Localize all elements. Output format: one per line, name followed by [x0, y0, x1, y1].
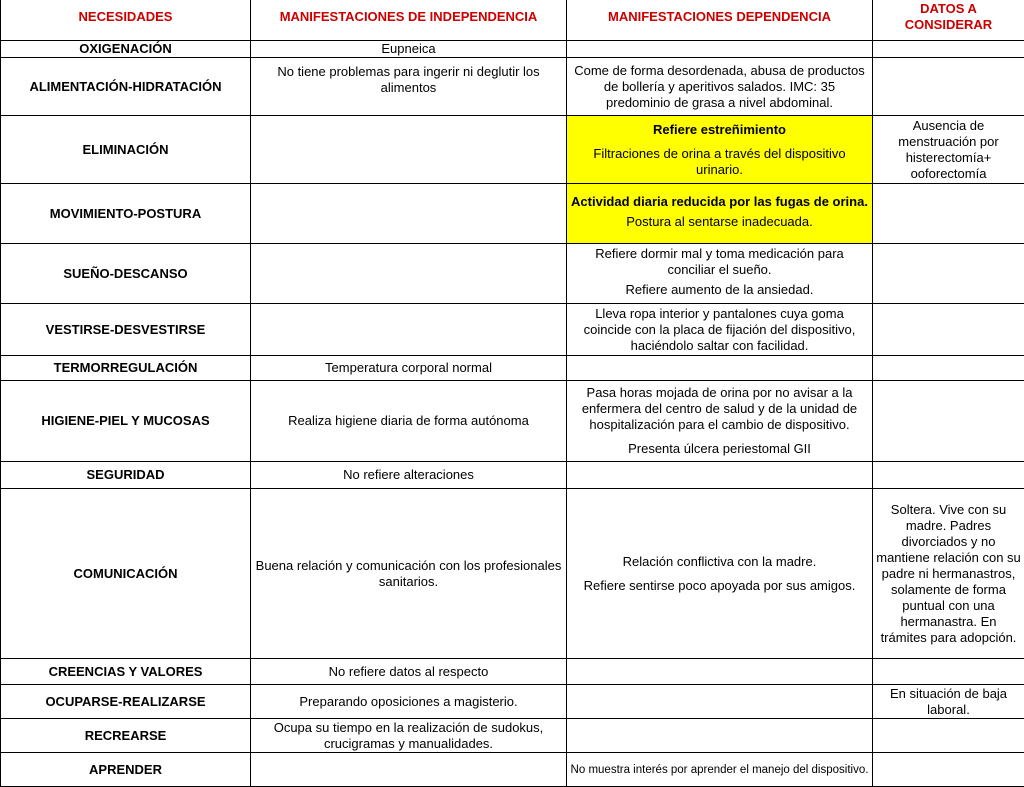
- dependencia-cell: [567, 462, 873, 489]
- need-cell: OXIGENACIÓN: [1, 41, 251, 58]
- dependencia-line: Refiere estreñimiento: [570, 122, 869, 138]
- datos-cell: [873, 381, 1024, 462]
- dependencia-cell: Lleva ropa interior y pantalones cuya goma coincide con la placa de fijación del dispositivo, haciéndolo saltar con facilidad.: [567, 304, 873, 356]
- dependencia-cell: [567, 719, 873, 753]
- independencia-cell: Preparando oposiciones a magisterio.: [251, 685, 567, 719]
- datos-cell: [873, 719, 1024, 753]
- row-ocuparse: [1, 685, 1024, 719]
- dependencia-cell: No muestra interés por aprender el manejo del dispositivo.: [567, 753, 873, 787]
- independencia-cell: Ocupa su tiempo en la realización de sudokus, crucigramas y manualidades.: [251, 719, 567, 753]
- dependencia-line: Refiere sentirse poco apoyada por sus amigos.: [570, 578, 869, 594]
- independencia-cell: Realiza higiene diaria de forma autónoma: [251, 381, 567, 462]
- dependencia-cell: [567, 381, 873, 462]
- need-cell: ALIMENTACIÓN-HIDRATACIÓN: [1, 58, 251, 116]
- row-termorregulacion: [1, 356, 1024, 381]
- row-comunicacion: [1, 489, 1024, 659]
- row-eliminacion: [1, 116, 1024, 184]
- row-creencias: [1, 659, 1024, 685]
- dependencia-line: Presenta úlcera periestomal GII: [570, 441, 869, 457]
- need-cell: HIGIENE-PIEL Y MUCOSAS: [1, 381, 251, 462]
- header-necesidades: NECESIDADES: [1, 0, 251, 41]
- header-independencia: MANIFESTACIONES DE INDEPENDENCIA: [251, 0, 567, 41]
- datos-cell: Ausencia de menstruación por histerectomía+ ooforectomía: [873, 116, 1024, 184]
- independencia-cell: Eupneica: [251, 41, 567, 58]
- header-dependencia: MANIFESTACIONES DEPENDENCIA: [567, 0, 873, 41]
- row-sueno: [1, 244, 1024, 304]
- datos-cell: En situación de baja laboral.: [873, 685, 1024, 719]
- dependencia-line: Refiere dormir mal y toma medicación para conciliar el sueño.: [570, 246, 869, 278]
- need-cell: CREENCIAS Y VALORES: [1, 659, 251, 685]
- dependencia-cell: [567, 489, 873, 659]
- dependencia-cell: Come de forma desordenada, abusa de productos de bollería y aperitivos salados. IMC: 35 predominio de grasa a nivel abdominal.: [567, 58, 873, 116]
- row-oxigenacion: [1, 41, 1024, 58]
- header-row: [1, 0, 1024, 41]
- datos-cell: [873, 58, 1024, 116]
- independencia-cell: Buena relación y comunicación con los profesionales sanitarios.: [251, 489, 567, 659]
- datos-cell: [873, 304, 1024, 356]
- independencia-cell: No refiere datos al respecto: [251, 659, 567, 685]
- need-cell: SUEÑO-DESCANSO: [1, 244, 251, 304]
- independencia-cell: [251, 184, 567, 244]
- dependencia-line: Pasa horas mojada de orina por no avisar a la enfermera del centro de salud y de la unidad de hospitalización para el cambio de dispositivo.: [570, 385, 869, 433]
- datos-cell: [873, 462, 1024, 489]
- datos-cell: [873, 244, 1024, 304]
- independencia-cell: [251, 244, 567, 304]
- datos-cell: [873, 41, 1024, 58]
- independencia-cell: Temperatura corporal normal: [251, 356, 567, 381]
- dependencia-cell: [567, 685, 873, 719]
- row-higiene: [1, 381, 1024, 462]
- need-cell: APRENDER: [1, 753, 251, 787]
- dependencia-line: Postura al sentarse inadecuada.: [570, 214, 869, 230]
- header-datos: DATOS A CONSIDERAR: [873, 0, 1024, 41]
- need-cell: OCUPARSE-REALIZARSE: [1, 685, 251, 719]
- row-recrearse: [1, 719, 1024, 753]
- dependencia-cell: [567, 184, 873, 244]
- need-cell: SEGURIDAD: [1, 462, 251, 489]
- need-cell: COMUNICACIÓN: [1, 489, 251, 659]
- independencia-cell: [251, 753, 567, 787]
- dependencia-cell: [567, 659, 873, 685]
- need-cell: TERMORREGULACIÓN: [1, 356, 251, 381]
- need-cell: MOVIMIENTO-POSTURA: [1, 184, 251, 244]
- row-seguridad: [1, 462, 1024, 489]
- row-aprender: [1, 753, 1024, 787]
- independencia-cell: No refiere alteraciones: [251, 462, 567, 489]
- dependencia-line: Actividad diaria reducida por las fugas de orina.: [570, 194, 869, 210]
- datos-cell: [873, 356, 1024, 381]
- row-vestirse: [1, 304, 1024, 356]
- row-alimentacion: [1, 58, 1024, 116]
- datos-cell: [873, 184, 1024, 244]
- dependencia-cell: [567, 116, 873, 184]
- dependencia-line: Relación conflictiva con la madre.: [570, 554, 869, 570]
- dependencia-cell: [567, 356, 873, 381]
- dependencia-cell: [567, 244, 873, 304]
- dependencia-cell: [567, 41, 873, 58]
- independencia-cell: [251, 116, 567, 184]
- need-cell: ELIMINACIÓN: [1, 116, 251, 184]
- dependencia-line: Filtraciones de orina a través del dispositivo urinario.: [570, 146, 869, 178]
- need-cell: RECREARSE: [1, 719, 251, 753]
- independencia-cell: No tiene problemas para ingerir ni deglutir los alimentos: [251, 58, 567, 116]
- datos-cell: [873, 659, 1024, 685]
- need-cell: VESTIRSE-DESVESTIRSE: [1, 304, 251, 356]
- independencia-cell: [251, 304, 567, 356]
- row-movimiento: [1, 184, 1024, 244]
- dependencia-line: Refiere aumento de la ansiedad.: [570, 282, 869, 298]
- datos-cell: [873, 753, 1024, 787]
- datos-cell: Soltera. Vive con su madre. Padres divorciados y no mantiene relación con su padre ni hermanastros, solamente de forma puntual con una hermanastra. En trámites para adopción.: [873, 489, 1024, 659]
